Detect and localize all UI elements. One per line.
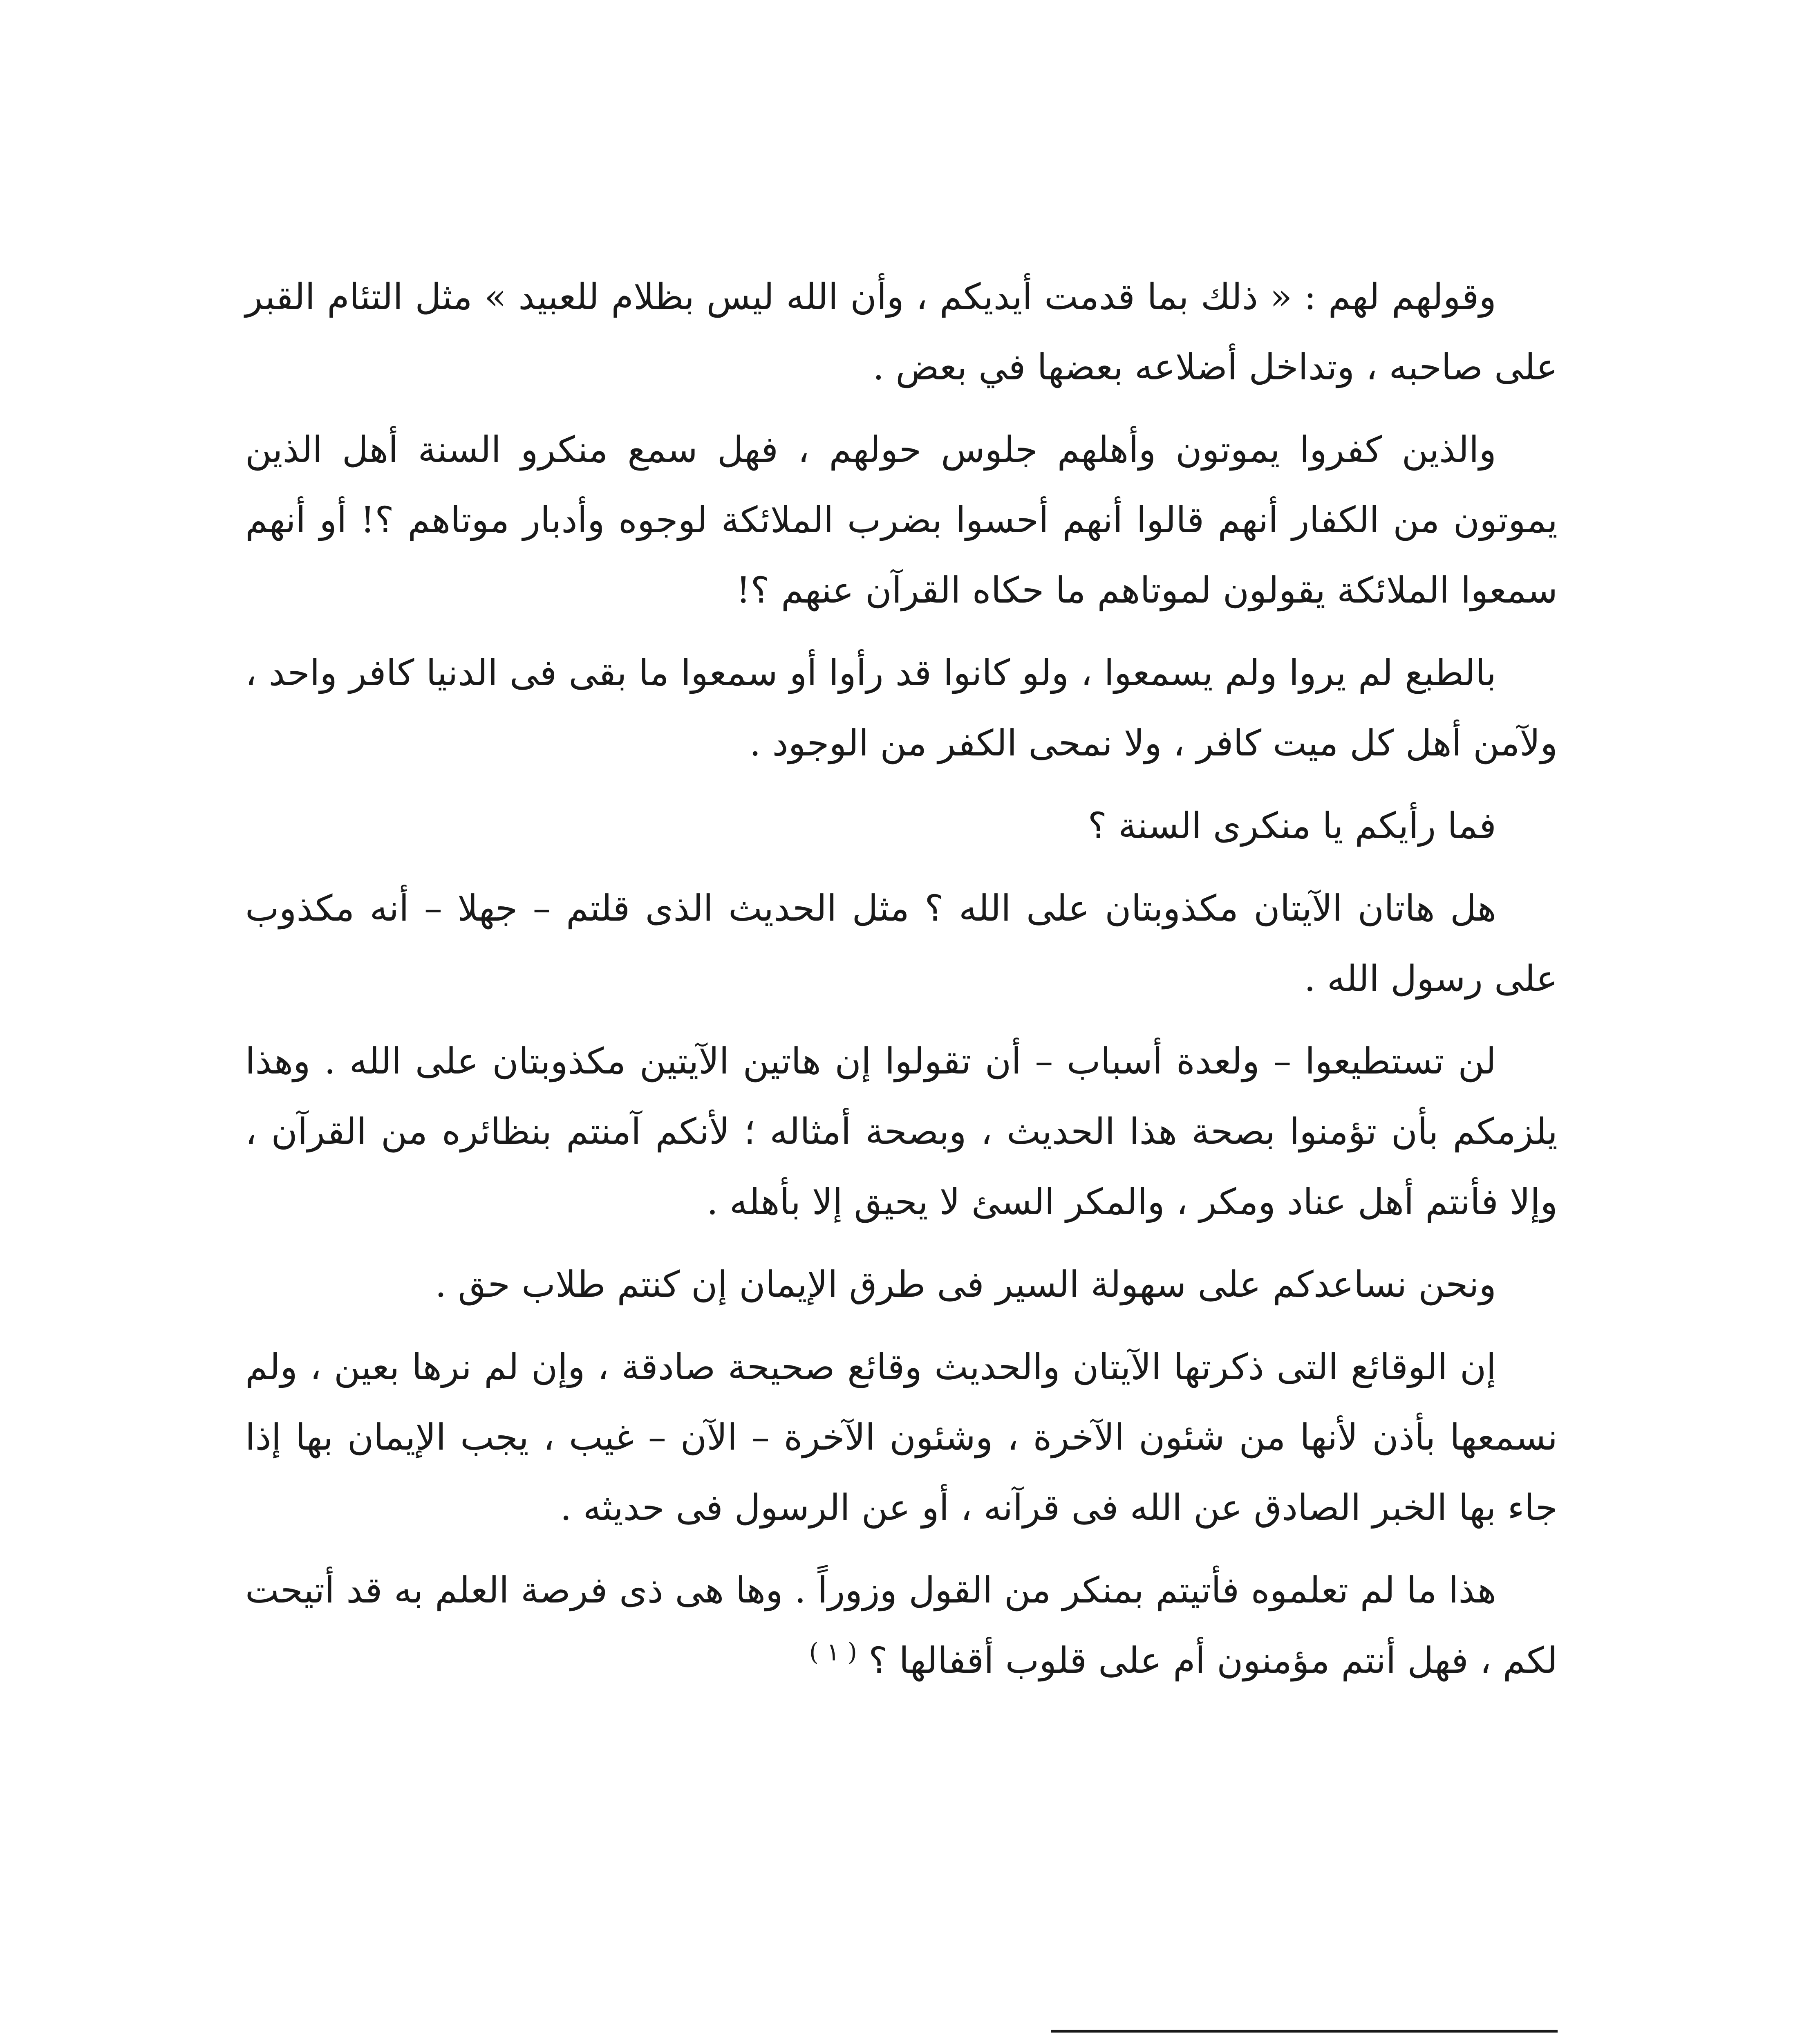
paragraph-7: ونحن نساعدكم على سهولة السير فى طرق الإيمان إن كنتم طلاب حق .: [435, 1263, 1496, 1305]
paragraph-9: [245, 1555, 1558, 1696]
body-text: [245, 262, 1558, 1708]
paragraph-3: بالطبع لم يروا ولم يسمعوا ، ولو كانوا قد رأوا أو سمعوا ما بقى فى الدنيا كافر واحد ، ولآمن أهل كل ميت كافر ، ولا نمحى الكفر من الوجود .: [245, 652, 1558, 764]
paragraph-8: إن الوقائع التى ذكرتها الآيتان والحديث وقائع صحيحة صادقة ، وإن لم نرها بعين ، ولم نسمعها بأذن لأنها من شئون الآخرة ، وشئون الآخرة – الآن – غيب ، يجب الإيمان بها إذا جاء بها الخبر الصادق عن الله فى قرآنه ، أو عن الرسول فى حديثه .: [245, 1346, 1558, 1529]
paragraph-1: وقولهم لهم : « ذلك بما قدمت أيديكم ، وأن الله ليس بظلام للعبيد » مثل التئام القبر على صاحبه ، وتداخل أضلاعه بعضها في بعض .: [245, 276, 1558, 388]
paragraph-9-text: هذا ما لم تعلموه فأتيتم بمنكر من القول وزوراً . وها هى ذى فرصة العلم به قد أتيحت لكم ، فهل أنتم مؤمنون أم على قلوب أقفالها ؟: [245, 1569, 1558, 1681]
paragraph-5: هل هاتان الآيتان مكذوبتان على الله ؟ مثل الحديث الذى قلتم – جهلا – أنه مكذوب على رسول الله .: [245, 887, 1558, 1000]
footnote-divider: [1051, 2030, 1558, 2033]
paragraph-4: فما رأيكم يا منكرى السنة ؟: [1088, 805, 1496, 847]
footnote-reference[interactable]: ( ١ ): [809, 1638, 857, 1667]
paragraph-2: والذين كفروا يموتون وأهلهم جلوس حولهم ، فهل سمع منكرو السنة أهل الذين يموتون من الكفار أنهم قالوا أنهم أحسوا بضرب الملائكة لوجوه وأدبار موتاهم ؟! أو أنهم سمعوا الملائكة يقولون لموتاهم ما حكاه القرآن عنهم ؟!: [245, 428, 1558, 611]
paragraph-6: لن تستطيعوا – ولعدة أسباب – أن تقولوا إن هاتين الآيتين مكذوبتان على الله . وهذا يلزمكم بأن تؤمنوا بصحة هذا الحديث ، وبصحة أمثاله ؛ لأنكم آمنتم بنظائره من القرآن ، وإلا فأنتم أهل عناد ومكر ، والمكر السئ لا يحيق إلا بأهله .: [245, 1040, 1558, 1223]
